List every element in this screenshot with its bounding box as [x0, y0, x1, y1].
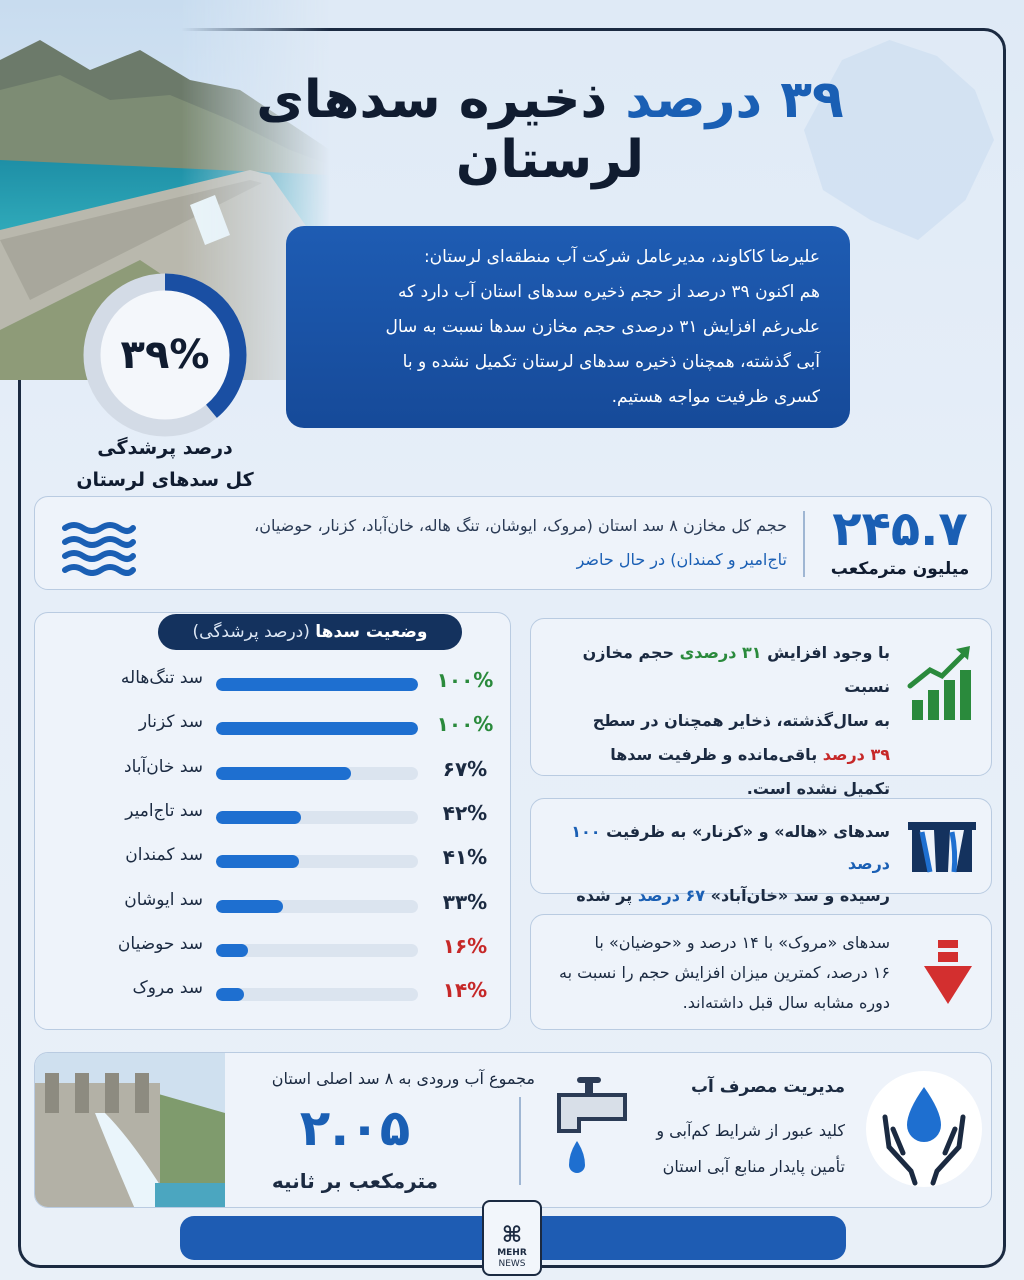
title-rest: ذخیره سدهای لرستان [256, 70, 645, 190]
dam-bar-row [60, 712, 500, 742]
header-bold: وضعیت سدها [315, 622, 428, 642]
quote-line: علی‌رغم افزایش ۳۱ درصدی حجم مخازن سدها نسبت به سال [385, 317, 820, 337]
info1-text [548, 636, 890, 806]
volume-number: ۲۴۵.۷ [832, 501, 968, 557]
quote-line: آبی گذشته، همچنان ذخیره سدهای لرستان تکمیل نشده و با [402, 352, 820, 372]
info3-text [548, 928, 890, 1018]
water-waves-icon [62, 520, 136, 576]
dam-bar-fill [216, 855, 299, 868]
dam-status-header [158, 614, 462, 650]
dam-pct-label: ۴۱% [442, 845, 488, 870]
dam-bar-fill [216, 900, 283, 913]
dam-bar-fill [216, 988, 244, 1001]
logo-line1: MEHR [497, 1248, 527, 1258]
gauge-value: ۳۹% [120, 332, 210, 378]
management-line2: تأمین پایدار منابع آبی استان [662, 1157, 845, 1176]
dam-bar-track [216, 855, 418, 868]
t: سدهای «هاله» و «کزنار» به ظرفیت [600, 822, 890, 841]
quote-line: علیرضا کاکاوند، مدیرعامل شرکت آب منطقه‌ای لرستان: [423, 247, 820, 267]
dam-pct-label: ۱۰۰% [436, 668, 494, 692]
t: ۱۰۰ درصد [571, 822, 890, 873]
info2-line1 [548, 816, 890, 880]
logo-glyph: ⌘ [501, 1223, 523, 1248]
volume-unit: میلیون مترمکعب [830, 559, 970, 579]
dam-spillway-photo [35, 1053, 225, 1208]
dam-name: سد ایوشان [124, 889, 203, 910]
t: باقی‌مانده و ظرفیت سدها [610, 745, 823, 764]
header-light: (درصد پرشدگی) [192, 622, 316, 642]
dam-pct-label: ۴۲% [442, 800, 488, 825]
title-number: ۳۹ درصد [625, 70, 844, 130]
dam-pct-label: ۱۴% [442, 978, 488, 1003]
volume-card [34, 496, 992, 590]
volume-line2: تاج‌امیر و کمندان) در حال حاضر [576, 550, 787, 569]
quote-line: هم اکنون ۳۹ درصد از حجم ذخیره سدهای استان آب دارد که [398, 282, 820, 302]
dam-spillway-icon [906, 818, 978, 876]
mehr-news-logo [482, 1200, 542, 1276]
logo-line2: NEWS [498, 1259, 526, 1269]
dam-bar-row [60, 801, 500, 831]
inflow-number: ۲.۰۵ [299, 1099, 411, 1157]
t: ۶۷ درصد [637, 886, 706, 905]
dam-bar-fill [216, 767, 351, 780]
dam-bar-row [60, 934, 500, 964]
dam-name: سد کزنار [138, 712, 203, 733]
management-line1: کلید عبور از شرایط کم‌آبی و [656, 1121, 845, 1140]
dam-pct-label: ۳۳% [442, 889, 488, 914]
dam-bar-track [216, 811, 418, 824]
dam-bar-row [60, 978, 500, 1008]
dam-pct-label: ۱۰۰% [436, 712, 494, 737]
info3-line3: دوره مشابه سال قبل داشته‌اند. [682, 993, 890, 1012]
inflow-unit: مترمکعب بر ثانیه [271, 1169, 439, 1193]
t: با وجود افزایش [761, 643, 890, 662]
quote-box [286, 226, 850, 428]
dam-pct-label: ۱۶% [442, 933, 488, 958]
dam-bar-track [216, 767, 418, 780]
gauge-caption [55, 432, 275, 496]
volume-line1: حجم کل مخازن ۸ سد استان (مروک، ایوشان، تنگ هاله، خان‌آباد، کزنار، حوضیان، [254, 516, 787, 535]
dam-name: سد خان‌آباد [124, 756, 203, 777]
dam-bar-fill [216, 811, 301, 824]
t: رسیده و سد «خان‌آباد» [705, 886, 890, 905]
dam-bar-row [60, 757, 500, 787]
t: ۳۹ درصد [822, 745, 890, 764]
dam-bar-track [216, 988, 418, 1001]
t: ۳۱ درصدی [679, 643, 762, 662]
info3-line1: سدهای «مروک» با ۱۴ درصد و «حوضیان» با [594, 933, 890, 952]
dam-name: سد تنگ‌هاله [120, 668, 203, 688]
fill-gauge [80, 270, 250, 440]
dam-name: سد حوضیان [117, 933, 203, 954]
dam-pct-label: ۶۷% [442, 756, 488, 781]
info1-line1 [548, 636, 890, 704]
gauge-caption-line2: کل سدهای لرستان [76, 469, 254, 491]
dam-name: سد تاج‌امیر [125, 800, 203, 821]
gauge-caption-line1: درصد پرشدگی [97, 437, 233, 459]
dam-bar-row [60, 668, 500, 698]
info1-line4: تکمیل نشده است. [746, 779, 890, 798]
divider [803, 511, 805, 577]
t: پر شده [576, 886, 633, 905]
info1-line2: به سال‌گذشته، ذخایر همچنان در سطح [592, 711, 890, 730]
page-title [200, 70, 900, 190]
hands-water-drop-icon [865, 1067, 983, 1195]
dam-bar-row [60, 845, 500, 875]
dam-bar-fill [216, 678, 418, 691]
info1-line3 [548, 738, 890, 772]
dam-bar-fill [216, 944, 248, 957]
inflow-title: مجموع آب ورودی به ۸ سد اصلی استان [271, 1069, 535, 1088]
dam-name: سد کمندان [125, 845, 203, 866]
growth-chart-icon [906, 644, 980, 724]
volume-description [187, 509, 787, 577]
info3-line2: ۱۶ درصد، کمترین میزان افزایش حجم را نسبت به [558, 963, 890, 982]
dam-name: سد مروک [132, 978, 203, 999]
t: حجم مخازن نسبت [582, 643, 890, 696]
quote-line: کسری ظرفیت مواجه هستیم. [611, 387, 820, 407]
dam-bar-track [216, 944, 418, 957]
dam-bar-track [216, 722, 418, 735]
dam-bar-fill [216, 722, 418, 735]
dam-bar-track [216, 678, 418, 691]
dam-bar-track [216, 900, 418, 913]
inflow-management-card [34, 1052, 992, 1208]
dam-bar-row [60, 890, 500, 920]
down-arrow-icon [920, 938, 976, 1008]
divider [519, 1097, 521, 1185]
management-title: مدیریت مصرف آب [690, 1077, 845, 1097]
